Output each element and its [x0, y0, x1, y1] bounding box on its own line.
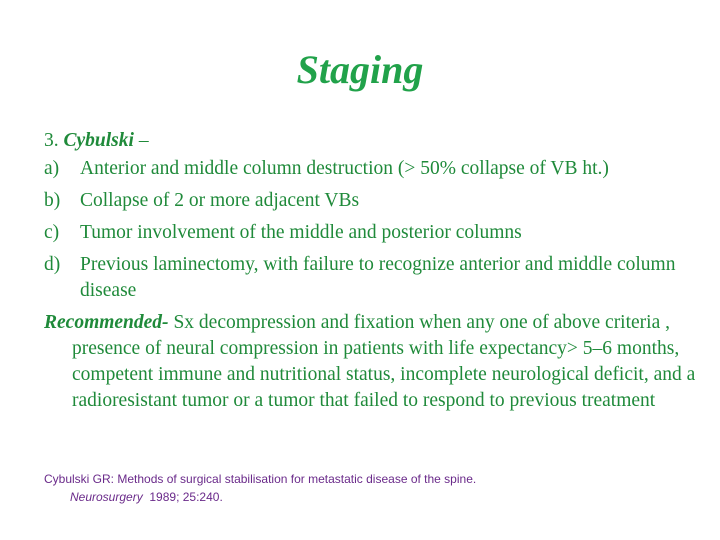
criterion-marker: a) [44, 158, 60, 179]
heading-name: Cybulski [63, 130, 134, 151]
recommended-label: Recommended- [44, 312, 169, 333]
citation [44, 470, 684, 506]
criterion-marker: d) [44, 254, 61, 275]
heading-suffix: – [133, 130, 149, 151]
recommended-text: Sx decompression and fixation when any one of above criteria , presence of neural compression in patients with life expectancy> 5–6 months, competent immune and nutritional status, incomplete neurological deficit, and a radioresistant tumor or a tumor that failed to respond to previous treatment [72, 312, 696, 411]
criterion-b [44, 188, 704, 214]
criterion-marker: c) [44, 222, 60, 243]
citation-journal: Neurosurgery [70, 490, 143, 504]
criterion-a [44, 156, 704, 182]
recommendation-paragraph [44, 310, 704, 414]
slide-body [44, 128, 704, 414]
slide-title: Staging [296, 47, 424, 92]
citation-details: 1989; 25:240. [142, 490, 223, 504]
heading-number: 3. [44, 130, 64, 151]
criterion-text: Previous laminectomy, with failure to recognize anterior and middle column disease [80, 254, 676, 301]
criterion-marker: b) [44, 190, 61, 211]
criterion-text: Collapse of 2 or more adjacent VBs [80, 190, 360, 211]
criterion-c [44, 220, 704, 246]
criterion-text: Tumor involvement of the middle and posterior columns [80, 222, 522, 243]
citation-journal-line [44, 488, 684, 506]
cybulski-heading [44, 128, 704, 154]
citation-line: Cybulski GR: Methods of surgical stabilisation for metastatic disease of the spine. [44, 472, 477, 486]
criterion-text: Anterior and middle column destruction (> 50% collapse of VB ht.) [80, 158, 609, 179]
criterion-d [44, 252, 704, 304]
